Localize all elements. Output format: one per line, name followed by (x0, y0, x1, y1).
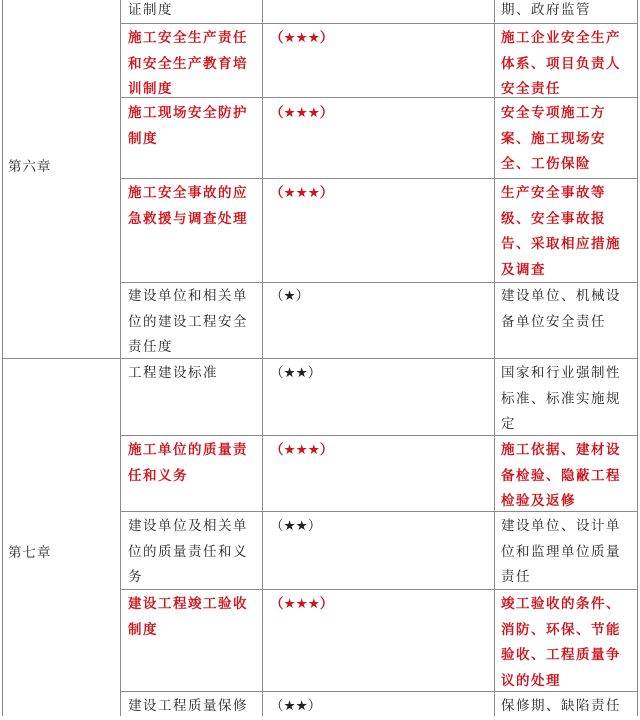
focus-cell: 施工企业安全生产体系、项目负责人安全责任 (501, 30, 621, 98)
importance-stars: （★★★） (270, 30, 334, 46)
importance-stars: （★★★） (270, 105, 334, 121)
importance-stars: （★★） (270, 698, 322, 714)
chapter-label: 第七章 (8, 545, 52, 561)
importance-stars: （★★★） (270, 185, 334, 201)
focus-cell: 建设单位、机械设备单位安全责任 (501, 288, 621, 330)
focus-cell: 安全专项施工方案、施工现场安全、工伤保险 (501, 105, 606, 173)
topic-cell: 施工现场安全防护制度 (128, 105, 248, 147)
topic-cell: 建设单位和相关单位的建设工程安全责任度 (128, 288, 248, 356)
topic-cell: 施工安全生产责任和安全生产教育培训制度 (128, 30, 248, 98)
importance-stars: （★★★） (270, 596, 334, 612)
topic-cell: 证制度 (128, 2, 173, 18)
importance-stars: （★★） (270, 365, 322, 381)
focus-cell: 建设单位、设计单位和监理单位质量责任 (501, 518, 621, 586)
focus-cell: 保修期、缺陷责任 (501, 698, 621, 714)
table-border (120, 178, 638, 179)
importance-stars: （★★） (270, 518, 322, 534)
focus-cell: 国家和行业强制性标准、标准实施规定 (501, 365, 621, 433)
focus-cell: 生产安全事故等级、安全事故报告、采取相应措施及调查 (501, 185, 621, 278)
chapter-label: 第六章 (8, 159, 52, 175)
importance-stars: （★） (270, 288, 310, 304)
focus-cell: 竣工验收的条件、消防、环保、节能验收、工程质量争议的处理 (501, 596, 621, 689)
topic-cell: 建设单位及相关单位的质量责任和义务 (128, 518, 248, 586)
topic-cell: 建设工程竣工验收制度 (128, 596, 248, 638)
table-border (2, 358, 638, 359)
focus-cell: 施工依据、建材设备检验、隐蔽工程检验及返修 (501, 442, 621, 510)
topic-cell: 施工单位的质量责任和义务 (128, 442, 248, 484)
topic-cell: 工程建设标准 (128, 365, 218, 381)
importance-stars: （★★★） (270, 442, 334, 458)
topic-cell: 施工安全事故的应急救援与调查处理 (128, 185, 248, 227)
focus-cell: 期、政府监管 (501, 2, 591, 18)
topic-cell: 建设工程质量保修 (128, 698, 248, 714)
